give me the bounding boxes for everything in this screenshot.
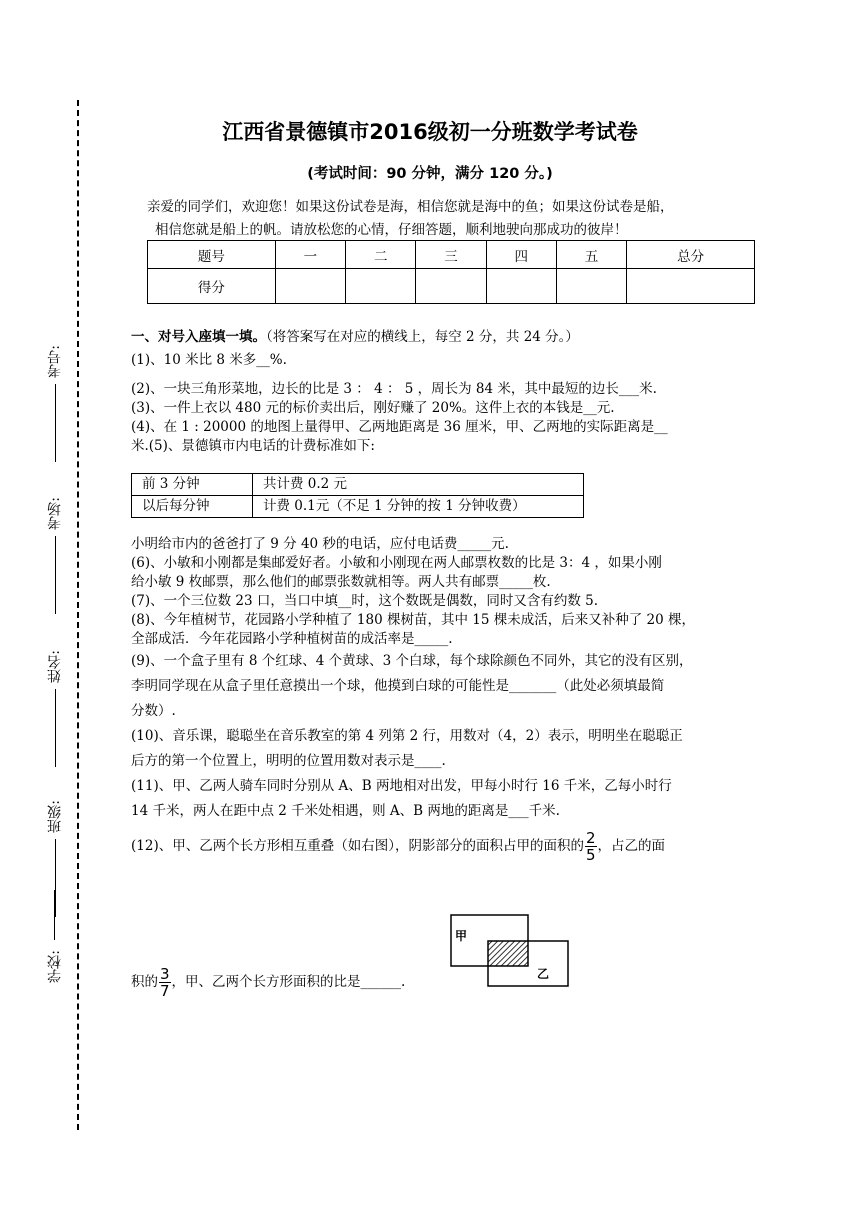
score-row-label: 得分 <box>148 269 276 304</box>
section-note: （将答案写在对应的横线上，每空 2 分，共 24 分。） <box>266 329 579 345</box>
fee-cell: 前 3 分钟 <box>132 474 253 496</box>
class-label: 班级: <box>47 800 63 833</box>
question-8-cont: 全部成活．今年花园路小学种植树苗的成活率是_____. <box>131 631 453 647</box>
label-a: 甲 <box>455 929 468 943</box>
shaded-overlap-region <box>488 941 528 966</box>
score-header-cell: 总分 <box>627 241 755 269</box>
fraction-numerator: 2 <box>585 829 596 847</box>
score-header-cell: 题号 <box>148 241 276 269</box>
label-b: 乙 <box>537 967 550 981</box>
fraction-denominator: 5 <box>585 846 596 864</box>
fraction-denominator: 7 <box>160 982 170 1000</box>
fee-cell: 计费 0.1元（不足 1 分钟的按 1 分钟收费） <box>253 496 584 518</box>
fee-row <box>132 496 584 518</box>
question-9-cont: 李明同学现在从盒子里任意摸出一个球，他摸到白球的可能性是_______（此处必须填最简 <box>131 678 665 694</box>
score-cell[interactable] <box>275 269 345 304</box>
exam-room-blank[interactable] <box>55 536 56 614</box>
score-table-row <box>148 269 755 304</box>
fraction-two-fifths <box>585 830 597 863</box>
score-table <box>147 240 755 304</box>
question-9: (9)、一个盒子里有 8 个红球、4 个黄球、3 个白球，每个球除颜色不同外，其它的没有区别， <box>131 653 693 669</box>
score-header-cell: 二 <box>346 241 416 269</box>
question-6-cont: 给小敏 9 枚邮票，那么他们的邮票张数就相等。两人共有邮票_____枚. <box>131 574 551 590</box>
question-12-mid: ，占乙的面 <box>597 838 666 854</box>
school-label: 学校: <box>47 950 63 983</box>
name-blank[interactable] <box>55 689 56 767</box>
score-header-cell: 五 <box>556 241 626 269</box>
binding-dashed-line <box>77 100 79 1130</box>
page-title: 江西省景德镇市2016级初一分班数学考试卷 <box>222 120 638 144</box>
page-subtitle: (考试时间：90 分钟，满分 120 分。) <box>307 166 553 182</box>
score-header-cell: 四 <box>486 241 556 269</box>
name-field[interactable] <box>44 650 66 767</box>
score-cell[interactable] <box>416 269 486 304</box>
score-cell[interactable] <box>486 269 556 304</box>
score-header-cell: 一 <box>275 241 345 269</box>
score-table-header-row <box>148 241 755 269</box>
fraction-numerator: 3 <box>160 965 170 983</box>
school-field[interactable] <box>44 950 66 983</box>
exam-number-blank[interactable] <box>55 384 56 462</box>
question-6: (6)、小敏和小刚都是集邮爱好者。小敏和小刚现在两人邮票枚数的比是 3：4 ，如果小刚 <box>131 555 662 571</box>
score-header-cell: 三 <box>416 241 486 269</box>
exam-number-label: 考号: <box>47 345 63 378</box>
questions-section <box>131 328 747 863</box>
intro-line-1: 亲爱的同学们，欢迎您！如果这份试卷是海，相信您就是海中的鱼；如果这份试卷是船， <box>147 199 674 215</box>
section-heading <box>131 328 747 347</box>
question-12 <box>131 830 747 863</box>
section-title: 一、对号入座填一填。 <box>131 329 266 345</box>
question-8: (8)、今年植树节，花园路小学种植了 180 棵树苗，其中 15 棵未成活，后来又补种了 20 棵， <box>131 612 695 628</box>
question-11-cont: 14 千米，两人在距中点 2 千米处相遇，则 A、B 两地的距离是___千米. <box>131 803 560 819</box>
name-label: 姓名: <box>47 650 63 683</box>
question-4-cont: 米.(5)、景德镇市内电话的计费标准如下: <box>131 438 375 454</box>
question-9-end: 分数）. <box>131 703 176 719</box>
question-5: 小明给市内的爸爸打了 9 分 40 秒的电话，应付电话费_____元. <box>131 536 509 552</box>
intro-line-2: 相信您就是船上的帆。请放松您的心情，仔细答题，顺利地驶向那成功的彼岸！ <box>155 222 628 238</box>
question-4: (4)、在 1 : 20000 的地图上量得甲、乙两地距离是 36 厘米，甲、乙两地的实际距离是__ <box>131 419 668 435</box>
question-12-text: (12)、甲、乙两个长方形相互重叠（如右图），阴影部分的面积占甲的面积的 <box>131 838 584 854</box>
school-blank[interactable] <box>54 890 55 940</box>
question-10: (10)、音乐课，聪聪坐在音乐教室的第 4 列第 2 行，用数对（4，2）表示，明明坐在聪聪正 <box>131 728 683 744</box>
question-3: (3)、一件上衣以 480 元的标价卖出后，刚好赚了 20%。这件上衣的本钱是__元. <box>131 400 615 416</box>
fee-cell: 共计费 0.2 元 <box>253 474 584 496</box>
question-1: (1)、10 米比 8 米多__%. <box>131 352 287 368</box>
score-cell[interactable] <box>556 269 626 304</box>
score-cell[interactable] <box>627 269 755 304</box>
exam-number-field[interactable] <box>44 345 66 462</box>
question-2: (2)、一块三角形菜地，边长的比是 3 ： 4 ： 5 ，周长为 84 米，其中最短的边长___米. <box>131 381 657 397</box>
question-7: (7)、一个三位数 23 口，当口中填__时，这个数既是偶数，同时又含有约数 5. <box>131 593 599 609</box>
question-11: (11)、甲、乙两人骑车同时分别从 A、B 两地相对出发，甲每小时行 16 千米，乙每小时行 <box>131 778 672 794</box>
exam-room-field[interactable] <box>44 497 66 614</box>
question-10-cont: 后方的第一个位置上，明明的位置用数对表示是____. <box>131 753 446 769</box>
fee-row <box>132 474 584 496</box>
question-12-text-2: 积的 <box>131 974 158 990</box>
score-cell[interactable] <box>346 269 416 304</box>
intro-text <box>147 196 747 242</box>
class-field[interactable] <box>44 800 66 917</box>
fee-cell: 以后每分钟 <box>132 496 253 518</box>
fee-table <box>131 473 584 518</box>
question-12-end: ，甲、乙两个长方形面积的比是______. <box>171 974 406 990</box>
overlapping-rectangles-figure <box>447 912 571 988</box>
question-12-cont <box>131 966 405 999</box>
fraction-three-sevenths <box>159 966 171 999</box>
exam-room-label: 考场: <box>47 497 63 530</box>
